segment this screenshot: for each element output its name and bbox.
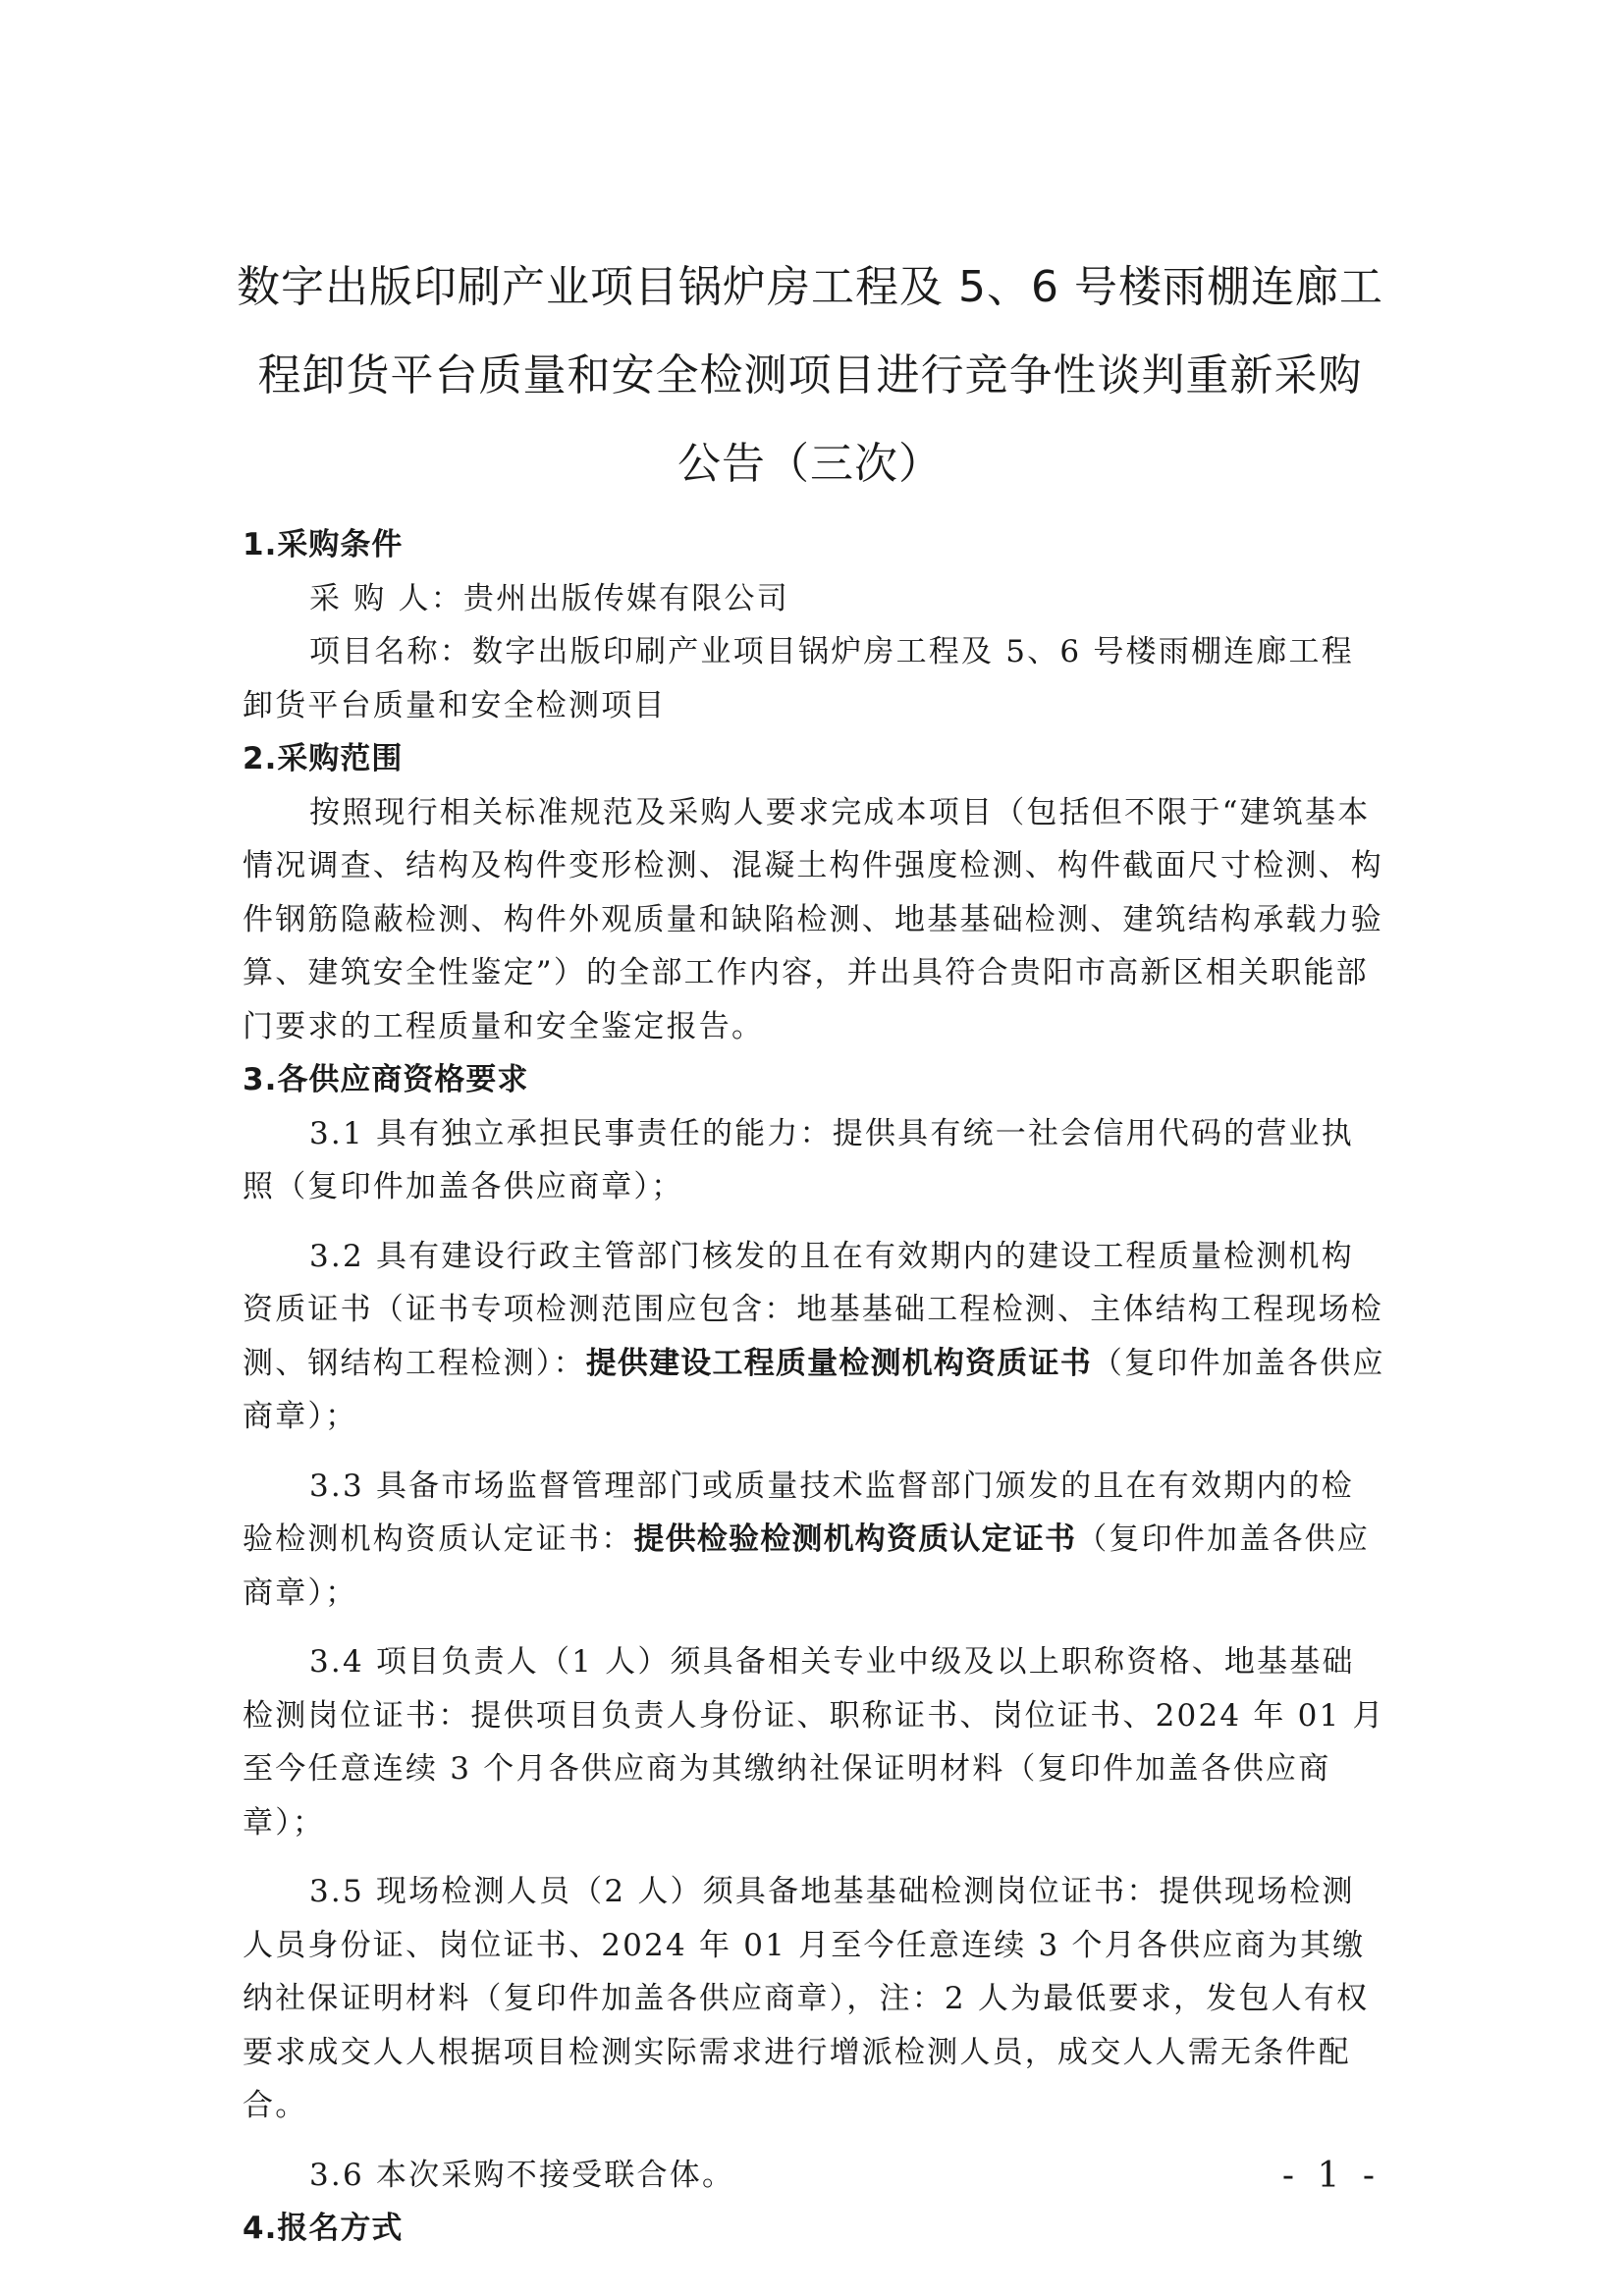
requirement-3-2-text: 3.2 具有建设行政主管部门核发的且在有效期内的建设工程质量检测机构资质证书（证书专项检测范围应包含：地基基础工程检测、主体结构工程现场检测、钢结构工程检测）：: [243, 1238, 1383, 1381]
scope-paragraph: 按照现行相关标准规范及采购人要求完成本项目（包括但不限于“建筑基本情况调查、结构及构件变形检测、混凝土构件强度检测、构件截面尺寸检测、构件钢筋隐蔽检测、构件外观质量和缺陷检测、地基基础检测、建筑结构承载力验算、建筑安全性鉴定”）的全部工作内容，并出具符合贵阳市高新区相关职能部门要求的工程质量和安全鉴定报告。: [243, 794, 1383, 1044]
title-line-1: 数字出版印刷产业项目锅炉房工程及 5、6 号楼雨棚连廊工: [237, 262, 1383, 312]
section-2-heading: 2.采购范围: [243, 741, 404, 776]
requirement-3-3: [243, 1460, 1386, 1621]
project-name-paragraph: 项目名称：数字出版印刷产业项目锅炉房工程及 5、6 号楼雨棚连廊工程卸货平台质量和安全检测项目: [243, 634, 1354, 723]
requirement-3-2: [243, 1230, 1386, 1444]
document-body: [243, 518, 1386, 2256]
requirement-3-3-emphasis: 提供检验检测机构资质认定证书: [633, 1522, 1077, 1557]
section-1-heading: 1.采购条件: [243, 527, 404, 562]
title-line-2: 程卸货平台质量和安全检测项目进行竞争性谈判重新采购: [257, 350, 1363, 400]
title-line-3: 公告（三次）: [677, 439, 943, 489]
document-title: [236, 243, 1384, 508]
requirement-3-1: 3.1 具有独立承担民事责任的能力：提供具有统一社会信用代码的营业执照（复印件加盖各供应商章）；: [243, 1115, 1354, 1204]
requirement-3-3-text: 3.3 具备市场监督管理部门或质量技术监督部门颁发的且在有效期内的检验检测机构资质认定证书：: [243, 1468, 1354, 1557]
section-3-heading: 3.各供应商资格要求: [243, 1062, 529, 1097]
requirement-3-2-note: （复印件加盖各供应商章）；: [243, 1345, 1385, 1434]
requirement-3-2-emphasis: 提供建设工程质量检测机构资质证书: [585, 1345, 1092, 1381]
page-number: - 1 -: [1281, 2156, 1380, 2196]
requirement-3-6: 3.6 本次采购不接受联合体。: [309, 2157, 735, 2193]
requirement-3-5: 3.5 现场检测人员（2 人）须具备地基基础检测岗位证书：提供现场检测人员身份证、岗位证书、2024 年 01 月至今任意连续 3 个月各供应商为其缴纳社保证明材料（复印件加盖各供应商章），注：2 人为最低要求，发包人有权要求成交人人根据项目检测实际需求进行增派检测人员，成交人人需无条件配合。: [243, 1874, 1370, 2123]
section-4-heading: 4.报名方式: [243, 2211, 404, 2246]
buyer-line: 采 购 人：贵州出版传媒有限公司: [309, 580, 789, 616]
requirement-3-3-note: （复印件加盖各供应商章）；: [243, 1522, 1371, 1611]
requirement-3-4: 3.4 项目负责人（1 人）须具备相关专业中级及以上职称资格、地基基础检测岗位证书：提供项目负责人身份证、职称证书、岗位证书、2024 年 01 月至今任意连续 3 个月各供应商为其缴纳社保证明材料（复印件加盖各供应商章）；: [243, 1644, 1385, 1841]
